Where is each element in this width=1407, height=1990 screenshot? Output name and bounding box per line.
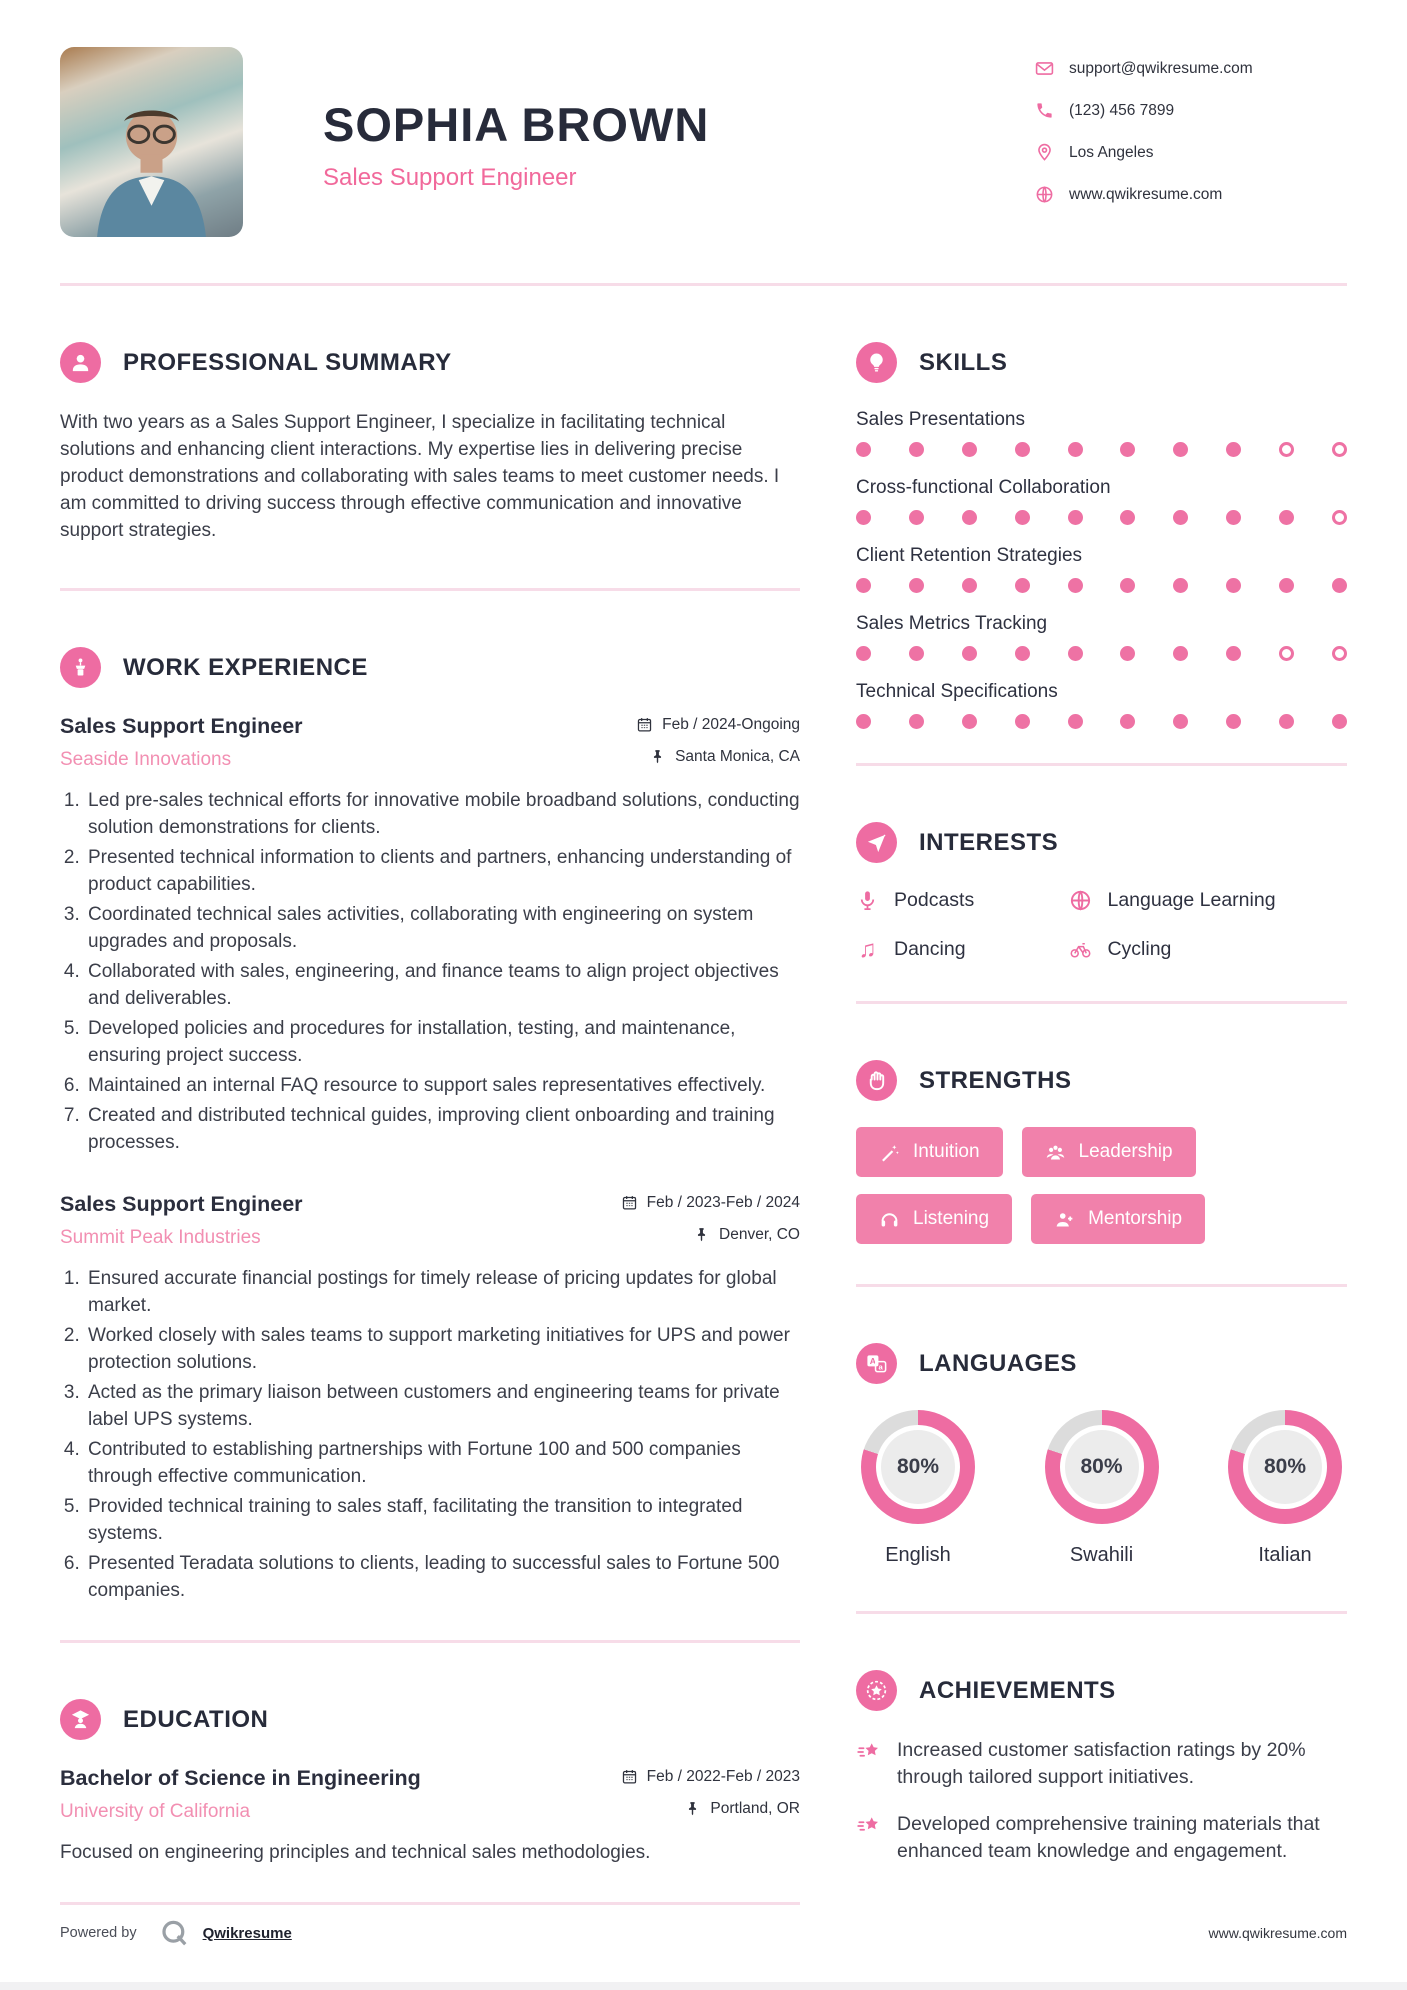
skill-name: Cross-functional Collaboration	[856, 477, 1111, 498]
lightbulb-icon	[856, 342, 897, 383]
skill-rating-dots	[856, 646, 1347, 661]
skill-name: Sales Metrics Tracking	[856, 613, 1048, 634]
rating-dot-filled	[1068, 646, 1083, 661]
job-bullet: 2. Worked closely with sales teams to support marketing initiatives for UPS and power protection solutions.	[85, 1322, 800, 1376]
job-bullet: 1. Ensured accurate financial postings for timely release of pricing updates for global market.	[85, 1265, 800, 1319]
skill-rating-dots	[856, 578, 1347, 593]
job-bullet-list	[60, 1265, 800, 1604]
language-donut	[1228, 1410, 1342, 1524]
divider	[856, 1284, 1347, 1287]
job-title: Sales Support Engineer	[60, 714, 303, 738]
contact-phone-text: (123) 456 7899	[1069, 101, 1175, 119]
language-name: Swahili	[1069, 1544, 1134, 1566]
shooting-star-icon	[856, 1813, 882, 1839]
music-note-icon: ♫	[858, 936, 877, 963]
rating-dot-filled	[1173, 442, 1188, 457]
rating-dot-filled	[1068, 714, 1083, 729]
job-location-text: Denver, CO	[719, 1225, 800, 1243]
education-entry	[60, 1766, 800, 1866]
magic-wand-icon	[879, 1142, 900, 1163]
language-donut	[1045, 1410, 1159, 1524]
strength-pill	[856, 1194, 1012, 1244]
achievement-text: Developed comprehensive training materials that enhanced team knowledge and engagement.	[897, 1813, 1320, 1862]
email-icon	[1035, 59, 1054, 78]
pushpin-icon	[693, 1226, 710, 1243]
skill-item	[856, 681, 1347, 729]
education-dates	[621, 1768, 800, 1786]
pushpin-icon	[649, 748, 666, 765]
rating-dot-filled	[1173, 510, 1188, 525]
language-name: Italian	[1258, 1544, 1312, 1566]
skill-item	[856, 545, 1347, 593]
job-dates	[621, 1194, 800, 1212]
skill-name: Client Retention Strategies	[856, 545, 1083, 566]
rating-dot-filled	[1068, 510, 1083, 525]
job-bullet: 6. Maintained an internal FAQ resource to support sales representatives effectively.	[85, 1072, 800, 1099]
strength-label: Listening	[913, 1208, 990, 1229]
interest-label: Podcasts	[894, 889, 975, 911]
skill-name: Sales Presentations	[856, 409, 1025, 430]
languages-row	[856, 1410, 1347, 1567]
bicycle-icon	[1069, 938, 1092, 961]
skill-rating-dots	[856, 510, 1347, 525]
work-heading: WORK EXPERIENCE	[123, 653, 368, 681]
education-dates-text: Feb / 2022-Feb / 2023	[646, 1767, 800, 1785]
interests-section-header	[856, 822, 1347, 863]
interest-item	[1069, 938, 1347, 961]
rating-dot-filled	[856, 646, 871, 661]
rating-dot-filled	[1068, 442, 1083, 457]
location-icon	[1035, 143, 1054, 162]
rating-dot-filled	[1226, 646, 1241, 661]
headphones-icon	[879, 1209, 900, 1230]
team-icon	[1045, 1142, 1066, 1163]
education-description: Focused on engineering principles and technical sales methodologies.	[60, 1842, 651, 1863]
person-icon	[60, 342, 101, 383]
job-bullet: 3. Acted as the primary liaison between customers and engineering teams for private label UPS systems.	[85, 1379, 800, 1433]
globe-icon	[1069, 889, 1092, 912]
interest-label: Cycling	[1107, 938, 1172, 960]
rating-dot-filled	[962, 510, 977, 525]
calendar-icon	[621, 1768, 638, 1785]
strength-pill	[1031, 1194, 1205, 1244]
translate-icon	[856, 1343, 897, 1384]
rating-dot-filled	[856, 510, 871, 525]
interest-item	[856, 938, 1069, 961]
summary-text: With two years as a Sales Support Engineer, I specialize in facilitating technical solutions and enhancing client interactions. My expertise lies in delivering precise product demonstrations and collaborating with sales teams to meet customer needs. I am committed to driving success through effective communication and innovative support strategies.	[60, 412, 780, 541]
rating-dot-filled	[1120, 714, 1135, 729]
language-percent: 80%	[1065, 1430, 1139, 1504]
contact-email-text: support@qwikresume.com	[1069, 59, 1253, 77]
job-entry	[60, 714, 800, 1156]
rating-dot-filled	[962, 646, 977, 661]
identity-block	[323, 47, 709, 237]
rating-dot-filled	[1120, 578, 1135, 593]
phone-icon	[1035, 101, 1054, 120]
achievements-heading: ACHIEVEMENTS	[919, 1676, 1116, 1704]
education-location	[684, 1800, 800, 1818]
rating-dot-filled	[962, 442, 977, 457]
summary-heading: PROFESSIONAL SUMMARY	[123, 348, 452, 376]
candidate-title: Sales Support Engineer	[323, 164, 577, 191]
job-location	[693, 1226, 800, 1244]
candidate-name: SOPHIA BROWN	[323, 98, 710, 151]
rating-dot-filled	[909, 442, 924, 457]
rating-dot-empty	[1332, 510, 1347, 525]
contact-block	[1035, 47, 1347, 237]
rating-dot-filled	[1226, 578, 1241, 593]
interests-grid	[856, 889, 1347, 961]
header	[0, 0, 1407, 237]
skill-rating-dots	[856, 714, 1347, 729]
education-heading: EDUCATION	[123, 1705, 269, 1733]
skill-name: Technical Specifications	[856, 681, 1058, 702]
school-name: University of California	[60, 1801, 251, 1822]
job-bullet-list	[60, 787, 800, 1156]
rating-dot-filled	[1173, 578, 1188, 593]
job-bullet: 4. Collaborated with sales, engineering, and finance teams to align project objectives and deliverables.	[85, 958, 800, 1012]
job-location	[649, 748, 800, 766]
achievement-item	[856, 1737, 1347, 1791]
left-column	[60, 286, 800, 1905]
rating-dot-filled	[909, 714, 924, 729]
rating-dot-filled	[909, 510, 924, 525]
job-dates	[636, 716, 800, 734]
contact-website-text: www.qwikresume.com	[1069, 185, 1223, 203]
language-donut	[861, 1410, 975, 1524]
rating-dot-filled	[1173, 646, 1188, 661]
rating-dot-filled	[1015, 510, 1030, 525]
job-bullet: 4. Contributed to establishing partnerships with Fortune 100 and 500 companies through effective communication.	[85, 1436, 800, 1490]
job-bullet: 5. Developed policies and procedures for installation, testing, and maintenance, ensuring project success.	[85, 1015, 800, 1069]
svg-text:A: A	[869, 1356, 876, 1367]
rating-dot-empty	[1332, 442, 1347, 457]
strengths-heading: STRENGTHS	[919, 1066, 1072, 1094]
language-item	[858, 1410, 978, 1567]
calendar-icon	[636, 716, 653, 733]
graduate-icon	[60, 1699, 101, 1740]
rating-dot-empty	[1279, 442, 1294, 457]
contact-location	[1035, 143, 1347, 162]
fist-icon	[856, 1060, 897, 1101]
achievement-text: Increased customer satisfaction ratings by 20% through tailored support initiatives.	[897, 1739, 1306, 1788]
rating-dot-filled	[1015, 578, 1030, 593]
rating-dot-filled	[1279, 510, 1294, 525]
microphone-icon	[856, 889, 879, 912]
strength-pill	[856, 1127, 1003, 1177]
skill-item	[856, 477, 1347, 525]
rating-dot-filled	[1120, 510, 1135, 525]
rating-dot-filled	[1173, 714, 1188, 729]
languages-heading: LANGUAGES	[919, 1349, 1077, 1377]
person-silhouette-icon	[60, 95, 243, 237]
job-entry	[60, 1192, 800, 1604]
job-bullet: 5. Provided technical training to sales staff, facilitating the transition to integrated systems.	[85, 1493, 800, 1547]
job-bullet: 7. Created and distributed technical guides, improving client onboarding and training processes.	[85, 1102, 800, 1156]
language-percent: 80%	[881, 1430, 955, 1504]
footer-website: www.qwikresume.com	[1208, 1925, 1347, 1941]
contact-phone	[1035, 101, 1347, 120]
divider	[856, 763, 1347, 766]
star-medal-icon	[856, 1670, 897, 1711]
rating-dot-filled	[856, 442, 871, 457]
summary-section-header	[60, 342, 800, 383]
language-name: English	[885, 1544, 951, 1566]
divider	[856, 1611, 1347, 1614]
interests-heading: INTERESTS	[919, 828, 1059, 856]
job-dates-text: Feb / 2023-Feb / 2024	[646, 1193, 800, 1211]
rating-dot-filled	[856, 578, 871, 593]
job-dates-text: Feb / 2024-Ongoing	[662, 715, 800, 733]
job-title: Sales Support Engineer	[60, 1192, 303, 1216]
divider	[60, 1902, 800, 1905]
language-percent: 80%	[1248, 1430, 1322, 1504]
rating-dot-filled	[1120, 442, 1135, 457]
paper-plane-icon	[856, 822, 897, 863]
job-bullet: 1. Led pre-sales technical efforts for innovative mobile broadband solutions, conducting solution demonstrations for clients.	[85, 787, 800, 841]
rating-dot-filled	[1226, 714, 1241, 729]
job-bullet: 2. Presented technical information to clients and partners, enhancing understanding of product capabilities.	[85, 844, 800, 898]
rating-dot-filled	[1279, 714, 1294, 729]
languages-section-header	[856, 1343, 1347, 1384]
powered-by-label: Powered by	[60, 1925, 137, 1941]
contact-location-text: Los Angeles	[1069, 143, 1154, 161]
strength-pills	[856, 1127, 1347, 1244]
skill-item	[856, 613, 1347, 661]
pushpin-icon	[684, 1800, 701, 1817]
rating-dot-filled	[1332, 714, 1347, 729]
rating-dot-empty	[1332, 646, 1347, 661]
rating-dot-filled	[962, 714, 977, 729]
rating-dot-filled	[1226, 510, 1241, 525]
rating-dot-filled	[1015, 714, 1030, 729]
rating-dot-filled	[909, 646, 924, 661]
rating-dot-filled	[962, 578, 977, 593]
skills-heading: SKILLS	[919, 348, 1008, 376]
job-company: Seaside Innovations	[60, 749, 232, 770]
divider	[856, 1001, 1347, 1004]
rating-dot-filled	[1120, 646, 1135, 661]
language-item	[1042, 1410, 1162, 1567]
globe-icon	[1035, 185, 1054, 204]
rating-dot-filled	[856, 714, 871, 729]
rating-dot-filled	[1015, 646, 1030, 661]
qwikresume-logo-icon	[159, 1918, 189, 1948]
strength-label: Intuition	[913, 1141, 980, 1162]
strength-label: Leadership	[1078, 1141, 1173, 1162]
footer	[60, 1918, 1347, 1948]
language-item	[1225, 1410, 1345, 1567]
svg-text:a: a	[878, 1362, 883, 1372]
education-section-header	[60, 1699, 800, 1740]
skill-item	[856, 409, 1347, 457]
shooting-star-icon	[856, 1739, 882, 1765]
degree-title: Bachelor of Science in Engineering	[60, 1766, 421, 1790]
profile-photo	[60, 47, 243, 237]
calendar-icon	[621, 1194, 638, 1211]
divider	[60, 588, 800, 591]
divider	[60, 1640, 800, 1643]
job-company: Summit Peak Industries	[60, 1227, 261, 1248]
education-location-text: Portland, OR	[710, 1799, 800, 1817]
rating-dot-empty	[1279, 646, 1294, 661]
interest-item	[856, 889, 1069, 912]
achievement-item	[856, 1811, 1347, 1865]
right-column	[856, 286, 1347, 1885]
skill-rating-dots	[856, 442, 1347, 457]
rating-dot-filled	[1015, 442, 1030, 457]
qwikresume-link[interactable]: Qwikresume	[202, 1924, 292, 1942]
podium-microphone-icon	[60, 647, 101, 688]
contact-website	[1035, 185, 1347, 204]
rating-dot-filled	[909, 578, 924, 593]
skills-section-header	[856, 342, 1347, 383]
rating-dot-filled	[1226, 442, 1241, 457]
interest-label: Dancing	[894, 938, 966, 960]
job-bullet: 6. Presented Teradata solutions to clients, leading to successful sales to Fortune 500 companies.	[85, 1550, 800, 1604]
rating-dot-filled	[1332, 578, 1347, 593]
strength-label: Mentorship	[1088, 1208, 1183, 1229]
work-section-header	[60, 647, 800, 688]
rating-dot-filled	[1279, 578, 1294, 593]
interest-item	[1069, 889, 1347, 912]
interest-label: Language Learning	[1107, 889, 1276, 911]
strength-pill	[1022, 1127, 1196, 1177]
rating-dot-filled	[1068, 578, 1083, 593]
strengths-section-header	[856, 1060, 1347, 1101]
job-bullet: 3. Coordinated technical sales activities, collaborating with engineering on system upgrades and proposals.	[85, 901, 800, 955]
contact-email	[1035, 59, 1347, 78]
job-location-text: Santa Monica, CA	[675, 747, 800, 765]
bottom-strip	[0, 1982, 1407, 1990]
achievements-section-header	[856, 1670, 1347, 1711]
user-plus-icon	[1054, 1209, 1075, 1230]
